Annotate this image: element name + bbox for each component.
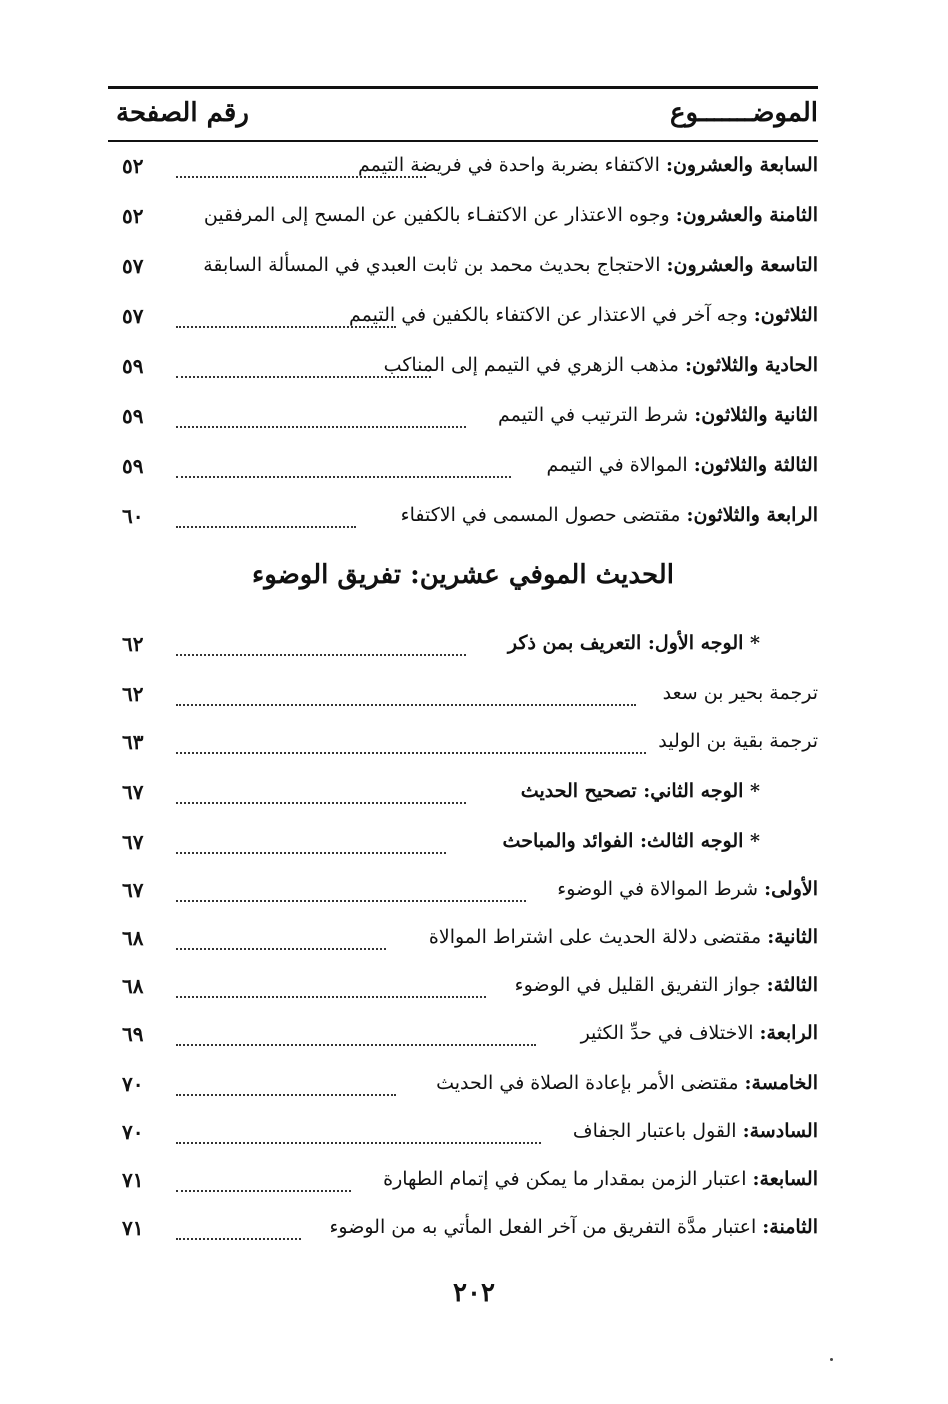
leader-dots [176,1044,536,1046]
table-header [108,92,818,138]
toc-entry [108,826,818,862]
toc-entry [108,150,818,186]
toc-entry [108,250,818,286]
entry-label: الثالثة: جواز التفريق القليل في الوضوء [514,974,818,996]
toc-entry [108,450,818,486]
toc-entry [108,970,818,1006]
toc-entry [108,726,818,762]
leader-dots [176,476,511,478]
entry-label: السادسة: القول باعتبار الجفاف [572,1120,818,1142]
entry-label: الأولى: شرط الموالاة في الوضوء [557,878,818,900]
entry-page: ٥٧ [122,304,144,328]
leader-dots [176,526,356,528]
leader-dots [176,900,526,902]
leader-dots [176,176,426,178]
toc-entry [108,500,818,536]
entry-page: ٥٩ [122,354,144,378]
toc-entry [108,1164,818,1200]
toc-entry [108,400,818,436]
entry-label: الخامسة: مقتضى الأمر بإعادة الصلاة في الحديث [436,1072,818,1094]
entry-label: الثانية: مقتضى دلالة الحديث على اشتراط الموالاة [428,926,818,948]
entry-page: ٦٣ [122,730,144,754]
entry-label: الثامنة: اعتبار مدَّة التفريق من آخر الفعل المأتي به من الوضوء [329,1216,818,1238]
toc-entry [108,1212,818,1248]
entry-label: الثامنة والعشرون: وجوه الاعتذار عن الاكتفـاء بالكفين عن المسح إلى المرفقين [203,204,818,226]
toc-entry [108,776,818,812]
entry-page: ٥٩ [122,404,144,428]
top-rule [108,86,818,89]
entry-page: ٥٢ [122,204,144,228]
page-number: ٢٠٢ [453,1278,495,1308]
leader-dots [176,1142,541,1144]
entry-page: ٦٧ [122,878,144,902]
leader-dots [176,752,646,754]
header-page: رقم الصفحة [116,98,249,128]
entry-label: الحادية والثلاثون: مذهب الزهري في التيمم إلى المناكب [383,354,818,376]
section-title: الحديث الموفي عشرين: تفريق الوضوء [252,560,674,590]
leader-dots [176,1238,301,1240]
entry-label: * الوجه الأول: التعريف بمن ذكر [507,632,760,654]
header-topic: الموضـــــــوع [670,98,818,128]
entry-page: ٦٩ [122,1022,144,1046]
entry-page: ٦٢ [122,682,144,706]
entry-label: التاسعة والعشرون: الاحتجاج بحديث محمد بن ثابت العبدي في المسألة السابقة [203,254,818,276]
leader-dots [176,852,446,854]
leader-dots [176,426,466,428]
toc-entry [108,922,818,958]
entry-label: السابعة والعشرون: الاكتفاء بضربة واحدة في فريضة التيمم [358,154,818,176]
toc-entry [108,1116,818,1152]
toc-entry [108,1068,818,1104]
leader-dots [176,376,431,378]
entry-page: ٦٠ [122,504,144,528]
entry-label: ترجمة بحير بن سعد [662,682,818,704]
entry-page: ٥٢ [122,154,144,178]
toc-entry [108,300,818,336]
entry-label: الثالثة والثلاثون: الموالاة في التيمم [546,454,818,476]
entry-page: ٧١ [122,1168,144,1192]
leader-dots [176,704,636,706]
toc-entry [108,200,818,236]
leader-dots [176,1094,396,1096]
toc-entry [108,628,818,664]
leader-dots [176,948,386,950]
entry-page: ٦٧ [122,830,144,854]
leader-dots [176,326,396,328]
entry-label: السابعة: اعتبار الزمن بمقدار ما يمكن في إتمام الطهارة [383,1168,818,1190]
toc-entry [108,1018,818,1054]
entry-label: * الوجه الثالث: الفوائد والمباحث [502,830,760,852]
entry-label: الرابعة: الاختلاف في حدِّ الكثير [580,1022,818,1044]
entry-page: ٦٨ [122,974,144,998]
scan-speck [830,1358,833,1361]
leader-dots [176,1190,351,1192]
entry-label: الرابعة والثلاثون: مقتضى حصول المسمى في الاكتفاء [400,504,818,526]
leader-dots [176,654,466,656]
toc-entry [108,350,818,386]
entry-label: الثانية والثلاثون: شرط الترتيب في التيمم [498,404,818,426]
entry-page: ٧٠ [122,1072,144,1096]
entry-label: ترجمة بقية بن الوليد [658,730,818,752]
entry-label: * الوجه الثاني: تصحيح الحديث [520,780,760,802]
entry-page: ٦٧ [122,780,144,804]
toc-entry [108,678,818,714]
entry-page: ٥٧ [122,254,144,278]
entry-page: ٦٨ [122,926,144,950]
entry-page: ٧١ [122,1216,144,1240]
entry-page: ٥٩ [122,454,144,478]
header-rule [108,140,818,142]
entry-label: الثلاثون: وجه آخر في الاعتذار عن الاكتفاء بالكفين في التيمم [349,304,818,326]
leader-dots [176,996,486,998]
entry-page: ٧٠ [122,1120,144,1144]
leader-dots [176,802,466,804]
toc-entry [108,874,818,910]
entry-page: ٦٢ [122,632,144,656]
